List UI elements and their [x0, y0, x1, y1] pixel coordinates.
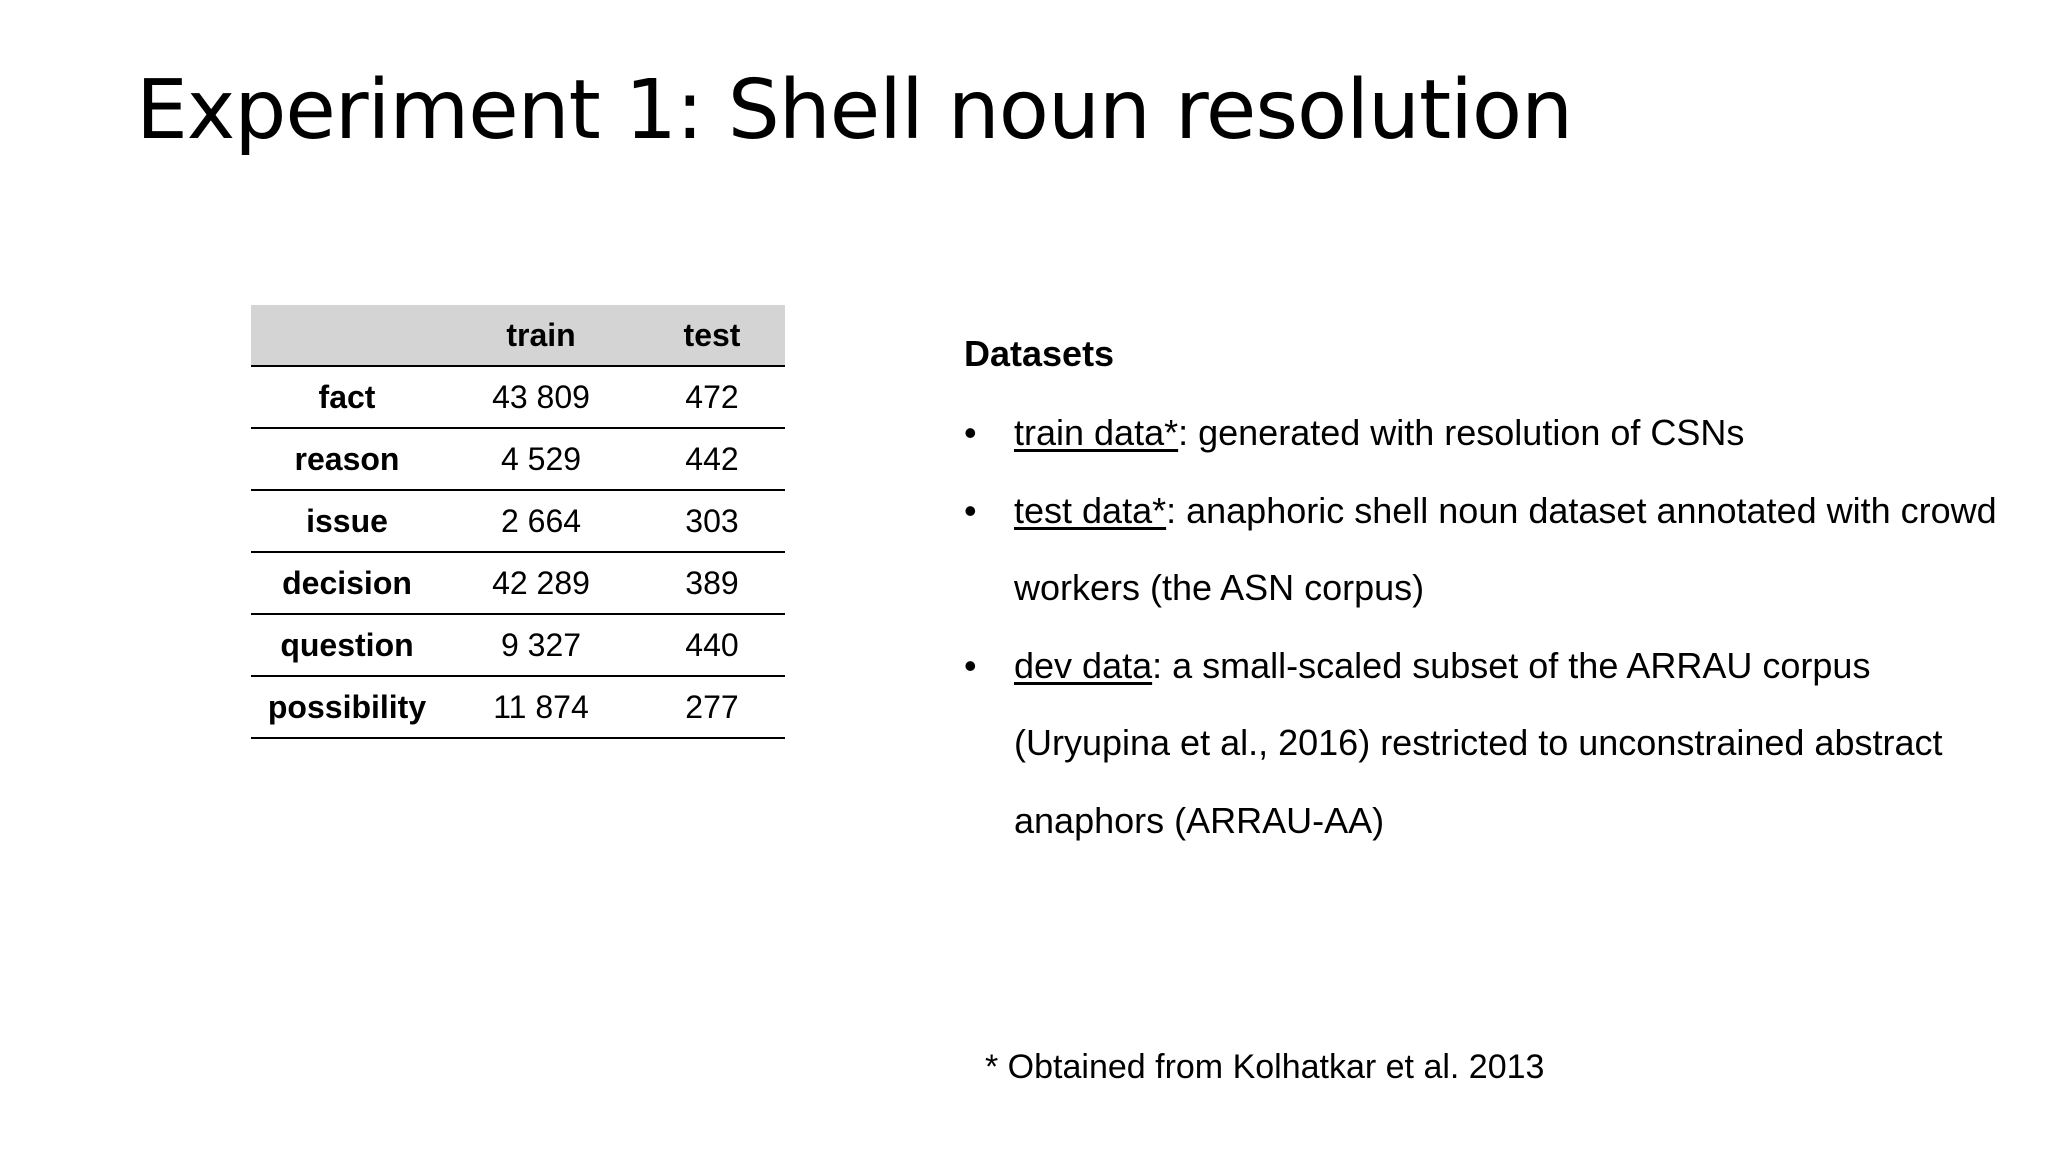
list-item — [964, 472, 2024, 627]
datasets-heading: Datasets — [964, 333, 1115, 374]
slide-title: Experiment 1: Shell noun resolution — [136, 63, 1573, 158]
test-value: 472 — [639, 366, 785, 428]
row-label: decision — [251, 552, 443, 614]
train-value: 4 529 — [443, 428, 639, 490]
test-value: 440 — [639, 614, 785, 676]
row-label: possibility — [251, 676, 443, 738]
dataset-size-table — [251, 305, 785, 739]
header-cell-blank — [251, 305, 443, 366]
bullet-icon: • — [964, 412, 977, 453]
train-value: 2 664 — [443, 490, 639, 552]
row-label: reason — [251, 428, 443, 490]
row-label: question — [251, 614, 443, 676]
dataset-description: : anaphoric shell noun dataset annotated with crowd workers (the ASN corpus) — [1014, 489, 1997, 608]
table-row — [251, 552, 785, 614]
list-item — [964, 627, 2024, 860]
table-row — [251, 428, 785, 490]
datasets-list — [964, 394, 2024, 859]
table-row — [251, 490, 785, 552]
test-value: 303 — [639, 490, 785, 552]
test-value: 277 — [639, 676, 785, 738]
test-value: 442 — [639, 428, 785, 490]
train-value: 9 327 — [443, 614, 639, 676]
test-value: 389 — [639, 552, 785, 614]
train-value: 42 289 — [443, 552, 639, 614]
row-label: fact — [251, 366, 443, 428]
bullet-icon: • — [964, 644, 977, 686]
row-label: issue — [251, 490, 443, 552]
header-cell-train: train — [443, 305, 639, 366]
dataset-description: : generated with resolution of CSNs — [1178, 412, 1745, 453]
table-row — [251, 366, 785, 428]
list-item — [964, 394, 2024, 472]
table-row — [251, 614, 785, 676]
dataset-term: train data* — [1014, 412, 1179, 453]
dataset-term: test data* — [1014, 489, 1167, 531]
table-header-row — [251, 305, 785, 366]
datasets-section — [964, 320, 2024, 859]
table-row — [251, 676, 785, 738]
dataset-description: : a small-scaled subset of the ARRAU corpus (Uryupina et al., 2016) restricted to unconstrained abstract anaphors (ARRAU-AA) — [1014, 644, 1943, 841]
header-cell-test: test — [639, 305, 785, 366]
dataset-term: dev data — [1014, 644, 1153, 686]
train-value: 43 809 — [443, 366, 639, 428]
train-value: 11 874 — [443, 676, 639, 738]
bullet-icon: • — [964, 489, 977, 531]
footnote: * Obtained from Kolhatkar et al. 2013 — [985, 1048, 1545, 1086]
